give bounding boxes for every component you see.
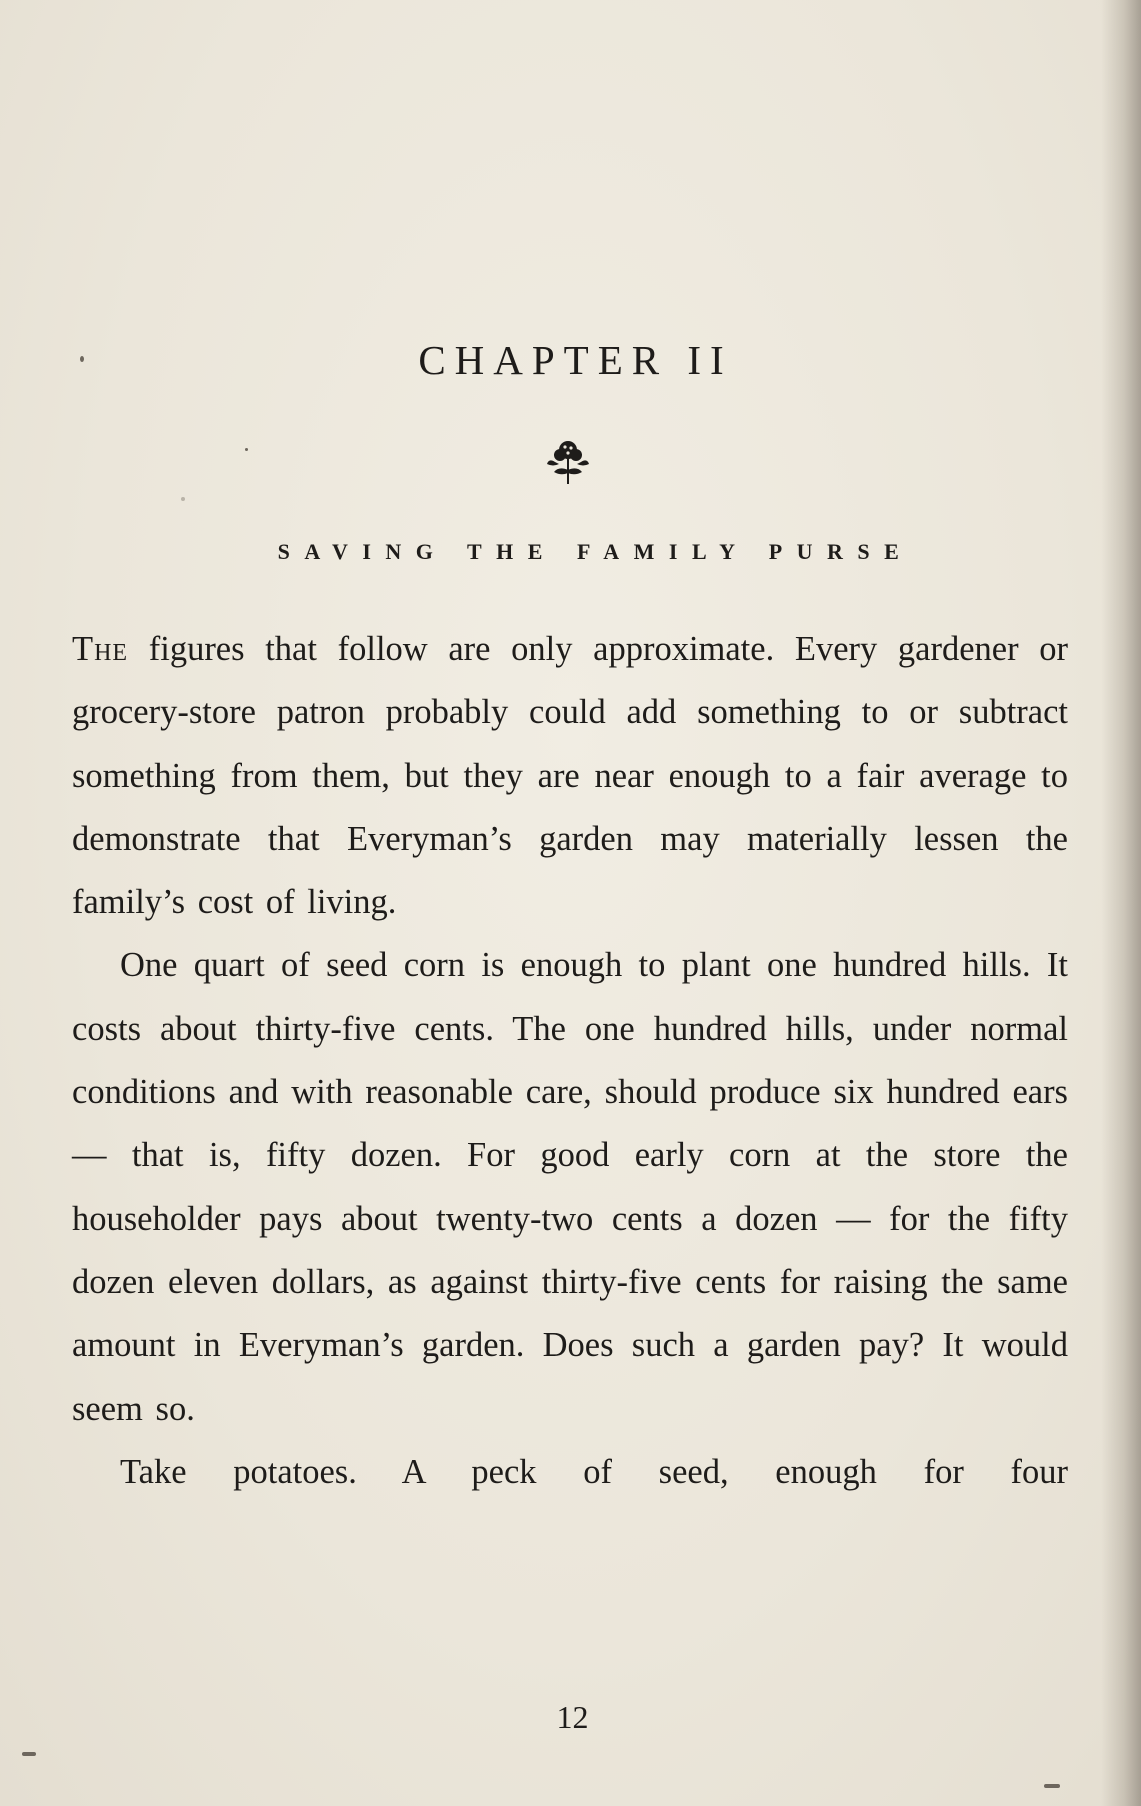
paper-speck — [80, 356, 84, 362]
paper-speck — [1044, 1784, 1060, 1788]
paper-speck — [22, 1752, 36, 1756]
body-text — [72, 618, 1068, 1504]
paragraph — [72, 618, 1068, 934]
paragraph-text: figures that follow are only approximate. Every gardener or grocery-store patron probably could add something to or subtract something from them, but they are near enough to a fair average to demonstrate that Everyman’s garden may materially lessen the family’s cost of living. — [72, 630, 1068, 922]
paper-speck — [181, 497, 185, 501]
paragraph-lead-word: The — [72, 630, 129, 668]
page-number: 12 — [556, 1699, 589, 1735]
paper-speck — [245, 448, 248, 451]
flower-ornament-icon — [545, 436, 591, 488]
paragraph: One quart of seed corn is enough to plant one hundred hills. It costs about thirty-five cents. The one hundred hills, under normal conditions and with reasonable care, should produce six hundred ears — that is, fifty dozen. For good early corn at the store the householder pays about twenty-two cents a dozen — for the fifty dozen eleven dollars, as against thirty-five cents for raising the same amount in Everyman’s garden. Does such a garden pay? It would seem so. — [72, 946, 1068, 1428]
section-heading: SAVING THE FAMILY PURSE — [277, 539, 914, 564]
paragraph: Take potatoes. A peck of seed, enough for four — [120, 1452, 1068, 1491]
chapter-heading: CHAPTER II — [418, 337, 733, 383]
